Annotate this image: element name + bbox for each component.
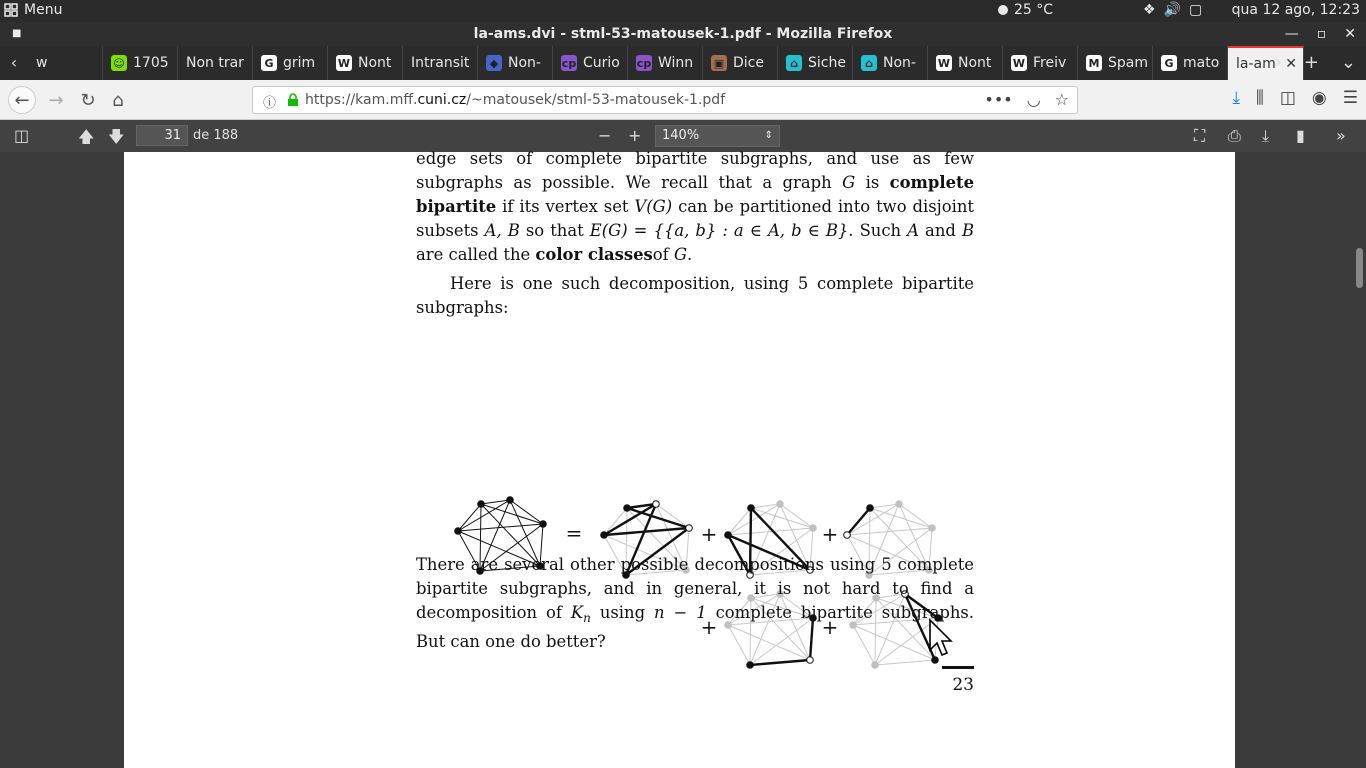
- tab-label: Non-: [508, 55, 541, 71]
- zoom-select[interactable]: [655, 125, 780, 147]
- system-tray: [1143, 2, 1202, 18]
- hamburger-menu-icon[interactable]: ☰: [1342, 88, 1358, 108]
- arrow-right-icon: →: [48, 89, 64, 111]
- graph-3-vertex: [867, 505, 874, 512]
- tab-label: Siche: [808, 55, 846, 71]
- paragraph-2: Here is one such decomposition, using 5 complete bipartite subgraphs:: [416, 274, 974, 317]
- library-icon[interactable]: ⫼: [1256, 88, 1264, 108]
- graph-1-vertex: [601, 532, 608, 539]
- downloads-icon[interactable]: ⤓: [1232, 88, 1241, 108]
- system-panel: [0, 0, 1366, 22]
- tab-favicon-icon: G: [261, 55, 277, 71]
- graph-4-vertex: [807, 657, 814, 664]
- tab-5[interactable]: [403, 46, 478, 80]
- tab-strip: [28, 46, 1304, 80]
- tab-favicon-icon: ☺: [111, 55, 127, 71]
- account-icon[interactable]: ◉: [1311, 88, 1327, 108]
- pdf-viewer[interactable]: [0, 149, 1366, 768]
- print-icon[interactable]: ⎙: [1228, 126, 1241, 145]
- navigation-toolbar: [0, 80, 1366, 120]
- graph-3-vertex: [844, 532, 851, 539]
- graph-0-vertex: [507, 497, 514, 504]
- tab-favicon-icon: ⌂: [786, 55, 802, 71]
- tab-favicon-icon: ⌂: [861, 55, 877, 71]
- close-window-button[interactable]: ✕: [1344, 26, 1356, 42]
- arrow-left-icon: ←: [14, 89, 30, 111]
- tab-3[interactable]: [253, 46, 328, 80]
- mouse-cursor-icon: [928, 618, 954, 658]
- tab-label: w: [36, 55, 48, 71]
- tab-favicon-icon: cp: [636, 56, 652, 70]
- tab-label: grim: [283, 55, 316, 71]
- system-menu-label: Menu: [24, 2, 63, 18]
- graph-0-vertex: [540, 521, 547, 528]
- tab-4[interactable]: [328, 46, 403, 80]
- tab-label: Non-: [883, 55, 916, 71]
- tab-favicon-icon: W: [337, 56, 351, 70]
- tab-9[interactable]: [703, 46, 778, 80]
- url-text: https://kam.mff.cuni.cz/~matousek/stml-53-matousek-1.pdf: [305, 92, 726, 108]
- bookmark-icon[interactable]: ▮: [1296, 126, 1305, 145]
- zoom-in-button[interactable]: +: [628, 126, 642, 145]
- tab-label: Non trar: [186, 55, 244, 71]
- graph-1-vertex: [653, 501, 660, 508]
- plus-sign: +: [700, 522, 718, 546]
- clock[interactable]: qua 12 ago, 12:23: [1231, 2, 1360, 18]
- pdf-page: [124, 149, 1235, 768]
- list-all-tabs-button[interactable]: ⌄: [1340, 52, 1356, 73]
- tab-2[interactable]: [178, 46, 253, 80]
- weather-indicator[interactable]: [998, 2, 1053, 18]
- graph-2-vertex: [725, 532, 732, 539]
- tab-label: Curio: [583, 55, 620, 71]
- window-controls: [1285, 22, 1356, 46]
- tab-tools: [1275, 46, 1366, 80]
- graph-4-bold-edge: [750, 660, 810, 665]
- tab-label: Spam: [1108, 55, 1148, 71]
- tab-favicon-icon: G: [1161, 55, 1177, 71]
- page-number: 23: [942, 666, 974, 695]
- window-title-bar: [0, 22, 1366, 46]
- graph-5-edge: [875, 660, 935, 665]
- previous-page-icon[interactable]: 🡅: [78, 127, 95, 146]
- home-button[interactable]: [104, 86, 132, 114]
- tab-11[interactable]: [853, 46, 928, 80]
- tab-6[interactable]: [478, 46, 553, 80]
- tab-7[interactable]: [553, 46, 628, 80]
- forward-button[interactable]: [42, 86, 70, 114]
- tab-8[interactable]: [628, 46, 703, 80]
- graph-0-vertex: [455, 528, 462, 535]
- tab-label: mato: [1183, 55, 1220, 71]
- graph-1-vertex: [624, 505, 631, 512]
- window-icon[interactable]: ▢: [1189, 2, 1203, 18]
- tab-label: 1705: [133, 55, 169, 71]
- toggle-sidebar-icon[interactable]: ◫: [14, 126, 30, 145]
- graph-3-bold-edge: [847, 508, 870, 535]
- bookmark-star-icon[interactable]: ☆: [1054, 90, 1069, 109]
- tab-15[interactable]: [1153, 46, 1228, 80]
- vertical-scrollbar[interactable]: [1356, 248, 1363, 288]
- lock-icon[interactable]: [287, 93, 299, 107]
- tab-10[interactable]: [778, 46, 853, 80]
- tab-favicon-icon: cp: [561, 56, 577, 70]
- presentation-mode-icon[interactable]: ⛶: [1194, 126, 1206, 145]
- tab-13[interactable]: [1003, 46, 1078, 80]
- minimize-button[interactable]: —: [1284, 26, 1299, 42]
- plus-sign: +: [700, 615, 718, 639]
- graph-3-edge: [870, 504, 899, 508]
- graph-3-vertex: [896, 501, 903, 508]
- tab-label: la-am: [1236, 56, 1276, 72]
- graph-0-edge: [458, 504, 481, 531]
- reload-button[interactable]: [74, 86, 102, 114]
- tab-0[interactable]: [28, 46, 103, 80]
- plus-sign: +: [821, 522, 839, 546]
- reload-icon: ↻: [80, 89, 96, 111]
- tab-favicon-icon: ◆: [486, 55, 502, 71]
- tab-label: Intransit: [411, 55, 470, 71]
- tabs-scroll-left-button[interactable]: ‹: [10, 53, 18, 72]
- graph-1-vertex: [686, 525, 693, 532]
- graph-5-vertex: [872, 662, 879, 669]
- graph-2-vertex: [810, 525, 817, 532]
- tab-12[interactable]: [928, 46, 1003, 80]
- equals-sign: =: [565, 521, 583, 545]
- zoom-value: 140%: [662, 128, 700, 143]
- tab-favicon-icon: W: [1012, 56, 1026, 70]
- pocket-icon[interactable]: ◡: [1026, 90, 1041, 109]
- window-menu-icon[interactable]: ■: [12, 28, 22, 39]
- graph-1-edge: [604, 508, 627, 535]
- graph-0-edge: [481, 500, 510, 504]
- page-number-input[interactable]: 31: [136, 125, 188, 146]
- home-icon: ⌂: [112, 89, 124, 111]
- graph-4-vertex: [747, 662, 754, 669]
- tab-label: Freiv: [1033, 55, 1067, 71]
- url-actions: [984, 90, 1069, 109]
- tab-14[interactable]: [1078, 46, 1153, 80]
- tab-favicon-icon: ▣: [711, 55, 727, 71]
- plus-sign: +: [821, 615, 839, 639]
- tab-bar: [0, 46, 1366, 80]
- weather-temperature: 25 °C: [1014, 2, 1054, 18]
- tabs-scroll-right-button[interactable]: ›: [1274, 52, 1282, 73]
- chevron-updown-icon: ⇕: [764, 130, 773, 141]
- paragraph-1: edge sets of complete bipartite subgraphs, and use as few subgraphs as possible. We recall that a graph G is complete bipartite if its vertex set V(G) can be partitioned into two disjoint subsets A, B so that E(G) = {{a, b} : a ∈ A, b ∈ B}. Such A and B are called the color classesof G.: [416, 149, 974, 264]
- zoom-out-button[interactable]: −: [598, 126, 612, 145]
- apps-grid-icon: [4, 3, 18, 17]
- system-menu-button[interactable]: [4, 2, 62, 18]
- close-tab-icon[interactable]: ✕: [1285, 56, 1297, 72]
- toolbar-right: [1233, 88, 1359, 108]
- tab-favicon-icon: W: [937, 56, 951, 70]
- download-icon[interactable]: ⤓: [1262, 126, 1270, 145]
- window-title: la-ams.dvi - stml-53-matousek-1.pdf - Mozilla Firefox: [473, 26, 893, 42]
- tools-icon[interactable]: »: [1336, 126, 1346, 145]
- page-actions-button[interactable]: •••: [984, 90, 1013, 109]
- url-bar[interactable]: [252, 86, 1078, 114]
- back-button[interactable]: [8, 86, 36, 114]
- maximize-button[interactable]: ▫: [1316, 26, 1327, 42]
- volume-icon[interactable]: 🔊: [1163, 2, 1181, 18]
- tab-label: Nont: [358, 55, 392, 71]
- sidebar-icon[interactable]: ◫: [1279, 88, 1296, 108]
- dropbox-icon[interactable]: ❖: [1143, 2, 1156, 18]
- graph-2-edge: [728, 508, 751, 535]
- tab-label: Nont: [958, 55, 992, 71]
- new-tab-button[interactable]: +: [1303, 52, 1319, 73]
- graph-2-vertex: [748, 505, 755, 512]
- info-icon[interactable]: ⓘ: [263, 96, 277, 111]
- graph-3-vertex: [929, 525, 936, 532]
- weather-icon: [998, 5, 1008, 15]
- page-count-label: de 188: [193, 128, 239, 143]
- tab-label: Dice: [733, 55, 764, 71]
- graph-2-edge: [751, 504, 780, 508]
- tab-label: Winn: [658, 55, 694, 71]
- graph-0-vertex: [478, 501, 485, 508]
- tab-1[interactable]: [103, 46, 178, 80]
- next-page-icon[interactable]: 🡇: [108, 127, 125, 146]
- paragraph-3: There are several other possible decompositions using 5 complete bipartite subgraphs, and in general, it is not hard to find a decomposition of $K_n$ using n − 1 complete bipartite subgraphs. But can one do better?: [416, 555, 975, 652]
- graph-2-vertex: [777, 501, 784, 508]
- tab-favicon-icon: M: [1086, 55, 1102, 71]
